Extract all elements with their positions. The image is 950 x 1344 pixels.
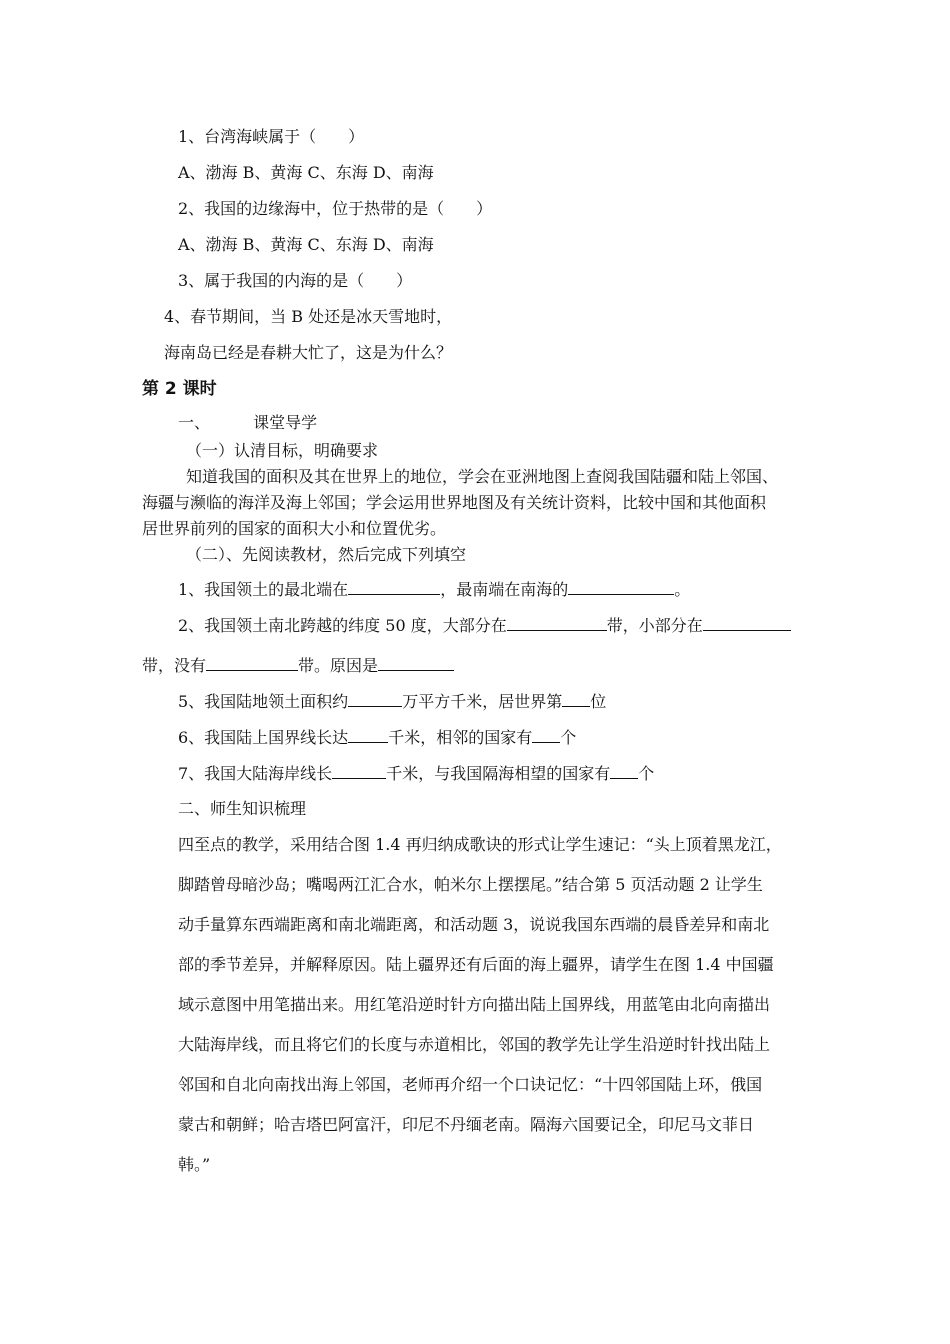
fill-5-text-b: 万平方千米，居世界第 <box>402 692 563 711</box>
fill-5-text-a: 5、我国陆地领土面积约 <box>178 692 349 711</box>
fill-6-text-b: 千米，相邻的国家有 <box>388 728 533 747</box>
fill-blank[interactable] <box>206 654 298 671</box>
fill-1-text-a: 1、我国领土的最北端在 <box>178 580 349 599</box>
fill-2-text-a: 2、我国领土南北跨越的纬度 50 度，大部分在 <box>178 616 507 635</box>
fill-6-text-a: 6、我国陆上国界线长达 <box>178 728 349 747</box>
question-2: 2、我国的边缘海中，位于热带的是（ ） <box>178 199 493 218</box>
fill-blank[interactable] <box>348 726 388 743</box>
paragraph-line: 脚踏曾母暗沙岛；嘴喝两江汇合水，帕米尔上摆摆尾。”结合第 5 页活动题 2 让学生 <box>178 875 763 894</box>
question-2-options: A、渤海 B、黄海 C、东海 D、南海 <box>178 235 434 254</box>
question-1: 1、台湾海峡属于（ ） <box>178 127 365 146</box>
fill-7-text-c: 个 <box>638 764 655 783</box>
fill-7-text-a: 7、我国大陆海岸线长 <box>178 764 333 783</box>
paragraph-line: 四至点的教学，采用结合图 1.4 再归纳成歌诀的形式让学生速记：“头上顶着黑龙江， <box>178 835 782 854</box>
paragraph-line: 域示意图中用笔描出来。用红笔沿逆时针方向描出陆上国界线，用蓝笔由北向南描出 <box>178 995 771 1014</box>
goal-line-2: 海疆与濒临的海洋及海上邻国；学会运用世界地图及有关统计资料，比较中国和其他面积 <box>142 493 767 512</box>
question-4-line2: 海南岛已经是春耕大忙了，这是为什么？ <box>164 343 453 362</box>
paragraph-line: 部的季节差异，并解释原因。陆上疆界还有后面的海上疆界，请学生在图 1.4 中国疆 <box>178 955 774 974</box>
fill-item-7 <box>178 762 654 785</box>
fill-blank[interactable] <box>507 614 607 631</box>
fill-blank[interactable] <box>610 762 638 779</box>
fill-blank[interactable] <box>348 690 402 707</box>
fill-1-text-c: 。 <box>674 580 691 599</box>
section2-heading: 二、师生知识梳理 <box>178 799 307 818</box>
question-4-line1: 4、春节期间，当 B 处还是冰天雪地时， <box>164 307 453 326</box>
goal-line-1: 知道我国的面积及其在世界上的地位，学会在亚洲地图上查阅我国陆疆和陆上邻国、 <box>186 467 779 486</box>
fill-blank[interactable] <box>568 578 674 595</box>
section1-heading <box>178 412 317 434</box>
goal-line-3: 居世界前列的国家的面积大小和位置优劣。 <box>142 519 447 538</box>
paragraph-line: 邻国和自北向南找出海上邻国，老师再介绍一个口诀记忆：“十四邻国陆上环，俄国 <box>178 1075 763 1094</box>
fill-item-2-cont <box>142 654 454 677</box>
fill-item-2 <box>178 614 791 637</box>
fill-blank[interactable] <box>562 690 590 707</box>
paragraph-line: 动手量算东西端距离和南北端距离，和活动题 3，说说我国东西端的晨昏差异和南北 <box>178 915 770 934</box>
fill-item-1 <box>178 578 690 601</box>
paragraph-line: 大陆海岸线，而且将它们的长度与赤道相比，邻国的教学先让学生沿逆时针找出陆上 <box>178 1035 771 1054</box>
fill-blank[interactable] <box>348 578 440 595</box>
subheading-fill: （二）、先阅读教材，然后完成下列填空 <box>186 545 467 564</box>
lesson-title: 第 2 课时 <box>142 379 217 399</box>
fill-2-text-c: 带，没有 <box>142 656 207 675</box>
fill-item-6 <box>178 726 576 749</box>
fill-blank[interactable] <box>703 614 791 631</box>
fill-6-text-c: 个 <box>560 728 577 747</box>
fill-item-5 <box>178 690 606 713</box>
question-1-options: A、渤海 B、黄海 C、东海 D、南海 <box>178 163 434 182</box>
fill-5-text-c: 位 <box>590 692 607 711</box>
fill-blank[interactable] <box>378 654 454 671</box>
subheading-goals: （一）认清目标，明确要求 <box>186 441 379 460</box>
fill-blank[interactable] <box>532 726 560 743</box>
fill-2-text-b: 带，小部分在 <box>606 616 703 635</box>
fill-7-text-b: 千米，与我国隔海相望的国家有 <box>386 764 611 783</box>
question-3: 3、属于我国的内海的是（ ） <box>178 271 413 290</box>
section1-number: 一、 <box>178 413 211 432</box>
fill-blank[interactable] <box>332 762 386 779</box>
fill-2-text-d: 带。原因是 <box>298 656 379 675</box>
paragraph-line: 蒙古和朝鲜；哈吉塔巴阿富汗，印尼不丹缅老南。隔海六国要记全，印尼马文菲日 <box>178 1115 755 1134</box>
paragraph-line: 韩。” <box>178 1155 211 1174</box>
section1-title: 课堂导学 <box>253 413 318 432</box>
fill-1-text-b: ，最南端在南海的 <box>440 580 569 599</box>
